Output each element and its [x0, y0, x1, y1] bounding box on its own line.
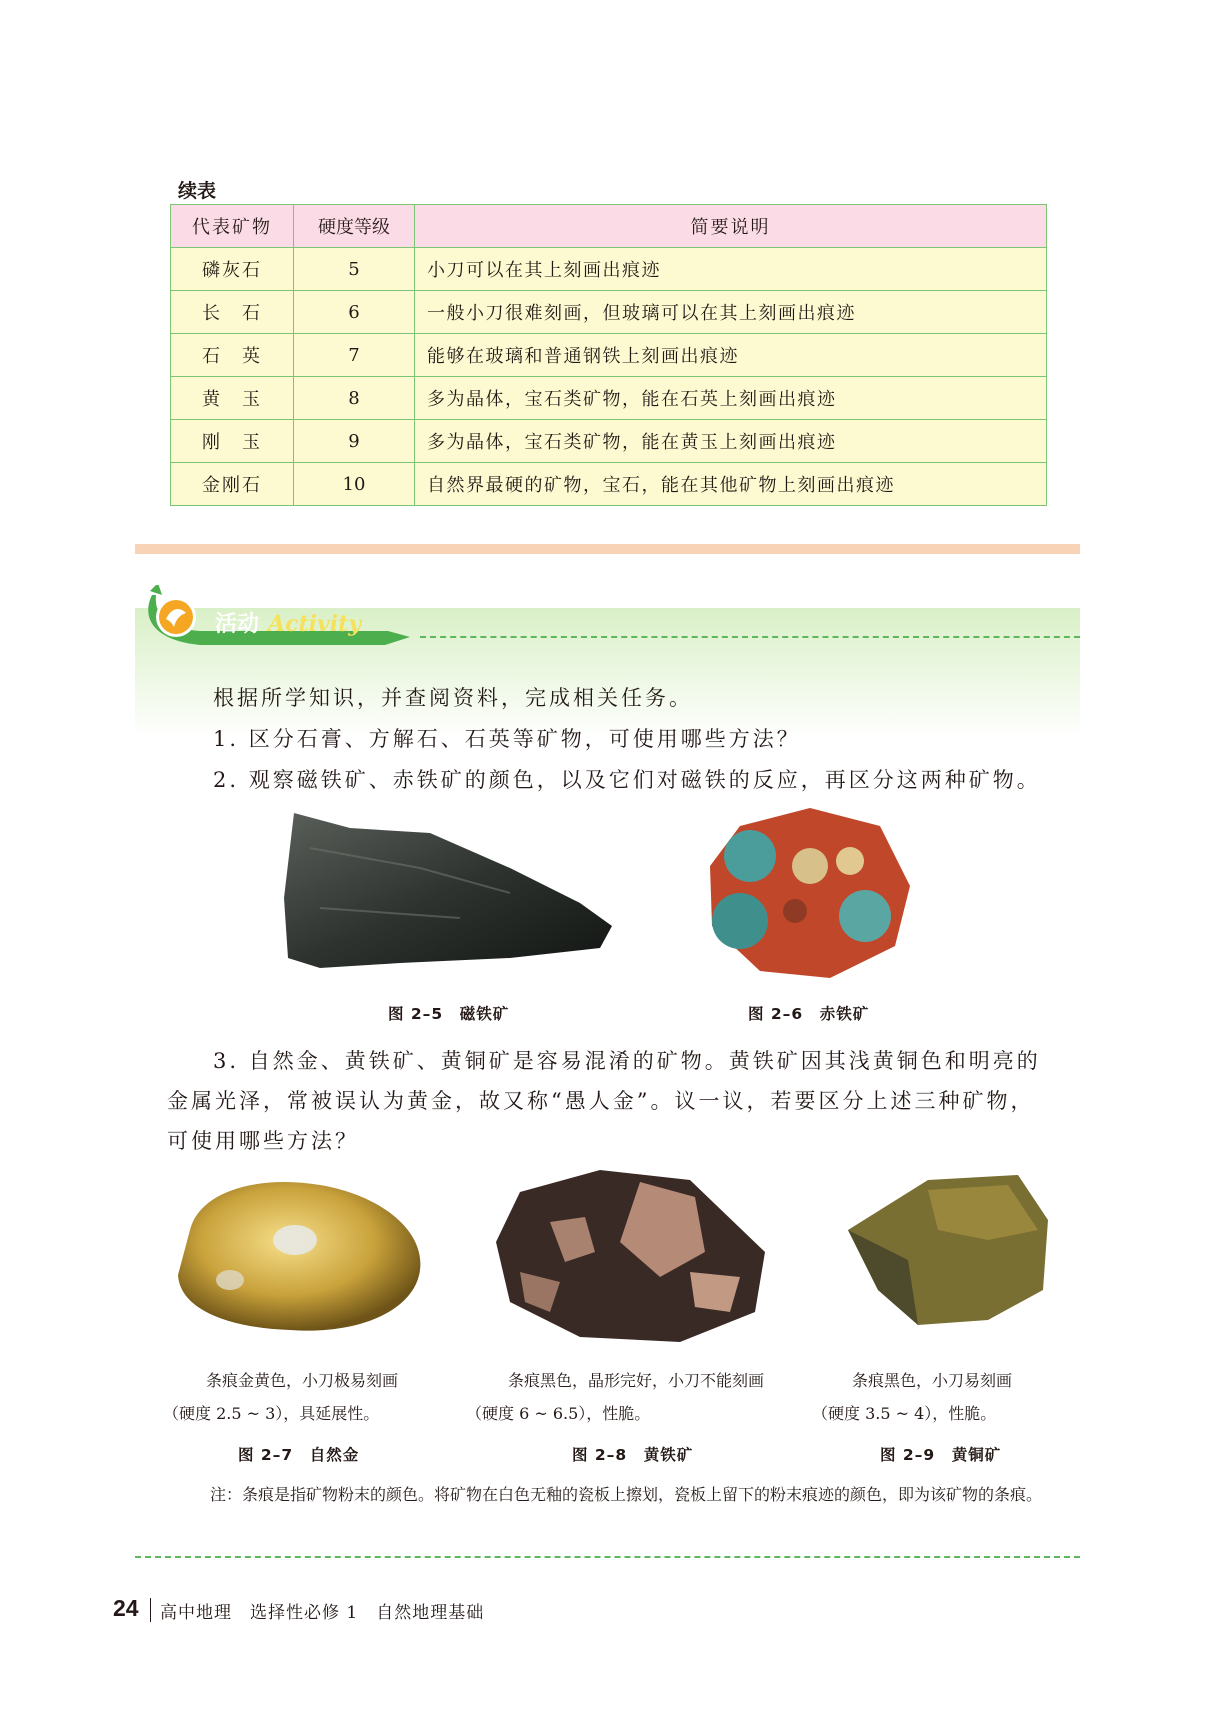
- section-separator: [135, 544, 1080, 554]
- fig-2-5-caption: 图 2–5 磁铁矿: [388, 1005, 510, 1023]
- fig-2-6-caption: 图 2–6 赤铁矿: [748, 1005, 870, 1023]
- fig-2-7-caption: 图 2–7 自然金: [238, 1446, 360, 1464]
- arrow-tip-icon: [150, 585, 162, 595]
- chalcopyrite-image: [838, 1170, 1053, 1330]
- cell-hardness: 6: [294, 291, 415, 334]
- header-description: 简要说明: [415, 205, 1047, 248]
- cell-mineral: 石 英: [171, 334, 294, 377]
- cell-hardness: 9: [294, 420, 415, 463]
- fig-2-8-caption: 图 2–8 黄铁矿: [572, 1446, 694, 1464]
- cell-mineral: 刚 玉: [171, 420, 294, 463]
- activity-task-3-line-3: 可使用哪些方法？: [167, 1129, 359, 1153]
- activity-task-1: 1. 区分石膏、方解石、石英等矿物，可使用哪些方法？: [213, 727, 801, 751]
- table-row: [171, 463, 1047, 506]
- activity-dashed-line: [420, 636, 1080, 638]
- activity-badge: [140, 585, 410, 655]
- magnetite-image: [280, 808, 620, 973]
- activity-title-en: Activity: [268, 611, 362, 637]
- native-gold-image: [170, 1170, 430, 1340]
- table-row: [171, 420, 1047, 463]
- table-row: [171, 248, 1047, 291]
- cell-mineral: 磷灰石: [171, 248, 294, 291]
- footer-divider: [150, 1598, 151, 1622]
- page-number: 24: [113, 1595, 139, 1621]
- cell-description: 多为晶体，宝石类矿物，能在石英上刻画出痕迹: [415, 377, 1047, 420]
- table-row: [171, 334, 1047, 377]
- cell-hardness: 10: [294, 463, 415, 506]
- book-title: 高中地理 选择性必修 1 自然地理基础: [160, 1603, 485, 1623]
- cell-hardness: 8: [294, 377, 415, 420]
- streak-footnote: 注：条痕是指矿物粉末的颜色。将矿物在白色无釉的瓷板上擦划，瓷板上留下的粉末痕迹的颜色，即为该矿物的条痕。: [210, 1485, 1043, 1504]
- activity-task-3-line-2: 金属光泽，常被误认为黄金，故又称“愚人金”。议一议，若要区分上述三种矿物，: [167, 1089, 1035, 1113]
- fig-2-7-desc-line-1: 条痕金黄色，小刀极易刻画: [206, 1371, 399, 1390]
- cell-description: 能够在玻璃和普通钢铁上刻画出痕迹: [415, 334, 1047, 377]
- activity-intro: 根据所学知识，并查阅资料，完成相关任务。: [213, 686, 693, 710]
- fig-2-8-desc-line-1: 条痕黑色，晶形完好，小刀不能刻画: [508, 1371, 765, 1390]
- header-mineral: 代表矿物: [171, 205, 294, 248]
- cell-mineral: 黄 玉: [171, 377, 294, 420]
- cell-hardness: 7: [294, 334, 415, 377]
- cell-description: 自然界最硬的矿物，宝石，能在其他矿物上刻画出痕迹: [415, 463, 1047, 506]
- cell-mineral: 长 石: [171, 291, 294, 334]
- activity-bottom-dashed-line: [135, 1556, 1080, 1558]
- fig-2-9-caption: 图 2–9 黄铜矿: [880, 1446, 1002, 1464]
- activity-task-2: 2. 观察磁铁矿、赤铁矿的颜色，以及它们对磁铁的反应，再区分这两种矿物。: [213, 768, 1041, 792]
- hematite-image: [700, 806, 920, 981]
- table-row: [171, 377, 1047, 420]
- fig-2-9-desc-line-2: （硬度 3.5 ~ 4），性脆。: [812, 1404, 997, 1423]
- pyrite-image: [490, 1162, 780, 1347]
- cell-description: 多为晶体，宝石类矿物，能在黄玉上刻画出痕迹: [415, 420, 1047, 463]
- hardness-table: [170, 204, 1047, 506]
- fig-2-9-desc-line-1: 条痕黑色，小刀易刻画: [852, 1371, 1013, 1390]
- header-hardness: 硬度等级: [294, 205, 415, 248]
- table-header-row: [171, 205, 1047, 248]
- activity-title-cn: 活动: [215, 612, 260, 637]
- cell-hardness: 5: [294, 248, 415, 291]
- activity-task-3-line-1: 3. 自然金、黄铁矿、黄铜矿是容易混淆的矿物。黄铁矿因其浅黄铜色和明亮的: [213, 1049, 1041, 1073]
- cell-mineral: 金刚石: [171, 463, 294, 506]
- table-row: [171, 291, 1047, 334]
- cell-description: 小刀可以在其上刻画出痕迹: [415, 248, 1047, 291]
- fig-2-8-desc-line-2: （硬度 6 ~ 6.5），性脆。: [466, 1404, 651, 1423]
- cell-description: 一般小刀很难刻画，但玻璃可以在其上刻画出痕迹: [415, 291, 1047, 334]
- fig-2-7-desc-line-2: （硬度 2.5 ~ 3），具延展性。: [163, 1404, 380, 1423]
- table-caption: 续表: [178, 180, 217, 202]
